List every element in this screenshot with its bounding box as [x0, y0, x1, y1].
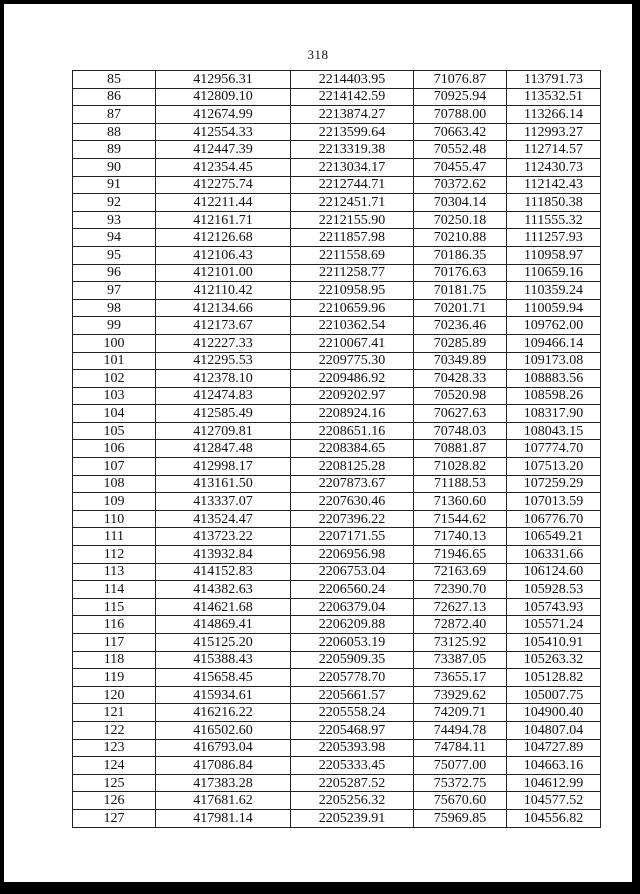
value-b-cell: 2208384.65 [291, 440, 414, 458]
value-c-cell: 73929.62 [414, 686, 507, 704]
point-number-cell: 119 [73, 669, 156, 687]
point-number-cell: 116 [73, 616, 156, 634]
value-c-cell: 70186.35 [414, 246, 507, 264]
value-b-cell: 2212744.71 [291, 176, 414, 194]
value-a-cell: 414382.63 [156, 581, 291, 599]
value-d-cell: 106331.66 [507, 546, 601, 564]
value-d-cell: 105928.53 [507, 581, 601, 599]
value-c-cell: 75077.00 [414, 757, 507, 775]
table-row [73, 792, 601, 810]
point-number-cell: 114 [73, 581, 156, 599]
value-b-cell: 2211857.98 [291, 229, 414, 247]
value-b-cell: 2208125.28 [291, 458, 414, 476]
value-a-cell: 412709.81 [156, 422, 291, 440]
table-row [73, 563, 601, 581]
table-row [73, 809, 601, 827]
table-row [73, 299, 601, 317]
value-a-cell: 416793.04 [156, 739, 291, 757]
value-d-cell: 105743.93 [507, 598, 601, 616]
value-c-cell: 72872.40 [414, 616, 507, 634]
value-c-cell: 70748.03 [414, 422, 507, 440]
value-b-cell: 2213874.27 [291, 106, 414, 124]
table-row [73, 194, 601, 212]
value-c-cell: 70428.33 [414, 370, 507, 388]
value-a-cell: 412354.45 [156, 158, 291, 176]
value-b-cell: 2210958.95 [291, 282, 414, 300]
table-row [73, 458, 601, 476]
value-b-cell: 2206209.88 [291, 616, 414, 634]
table-row [73, 229, 601, 247]
value-b-cell: 2214403.95 [291, 71, 414, 89]
point-number-cell: 109 [73, 493, 156, 511]
value-b-cell: 2208924.16 [291, 405, 414, 423]
value-a-cell: 414152.83 [156, 563, 291, 581]
value-c-cell: 71544.62 [414, 510, 507, 528]
value-c-cell: 73387.05 [414, 651, 507, 669]
value-b-cell: 2209775.30 [291, 352, 414, 370]
point-number-cell: 106 [73, 440, 156, 458]
value-d-cell: 108317.90 [507, 405, 601, 423]
value-b-cell: 2205393.98 [291, 739, 414, 757]
value-a-cell: 412110.42 [156, 282, 291, 300]
value-b-cell: 2213599.64 [291, 123, 414, 141]
value-a-cell: 412998.17 [156, 458, 291, 476]
value-a-cell: 412674.99 [156, 106, 291, 124]
table-row [73, 334, 601, 352]
table-row [73, 651, 601, 669]
table-row [73, 721, 601, 739]
point-number-cell: 102 [73, 370, 156, 388]
point-number-cell: 112 [73, 546, 156, 564]
value-d-cell: 106549.21 [507, 528, 601, 546]
point-number-cell: 122 [73, 721, 156, 739]
value-c-cell: 70236.46 [414, 317, 507, 335]
value-b-cell: 2212155.90 [291, 211, 414, 229]
value-b-cell: 2213319.38 [291, 141, 414, 159]
value-c-cell: 70788.00 [414, 106, 507, 124]
point-number-cell: 95 [73, 246, 156, 264]
value-b-cell: 2205256.32 [291, 792, 414, 810]
value-d-cell: 107259.29 [507, 475, 601, 493]
table-row [73, 581, 601, 599]
value-c-cell: 70552.48 [414, 141, 507, 159]
point-number-cell: 103 [73, 387, 156, 405]
value-b-cell: 2205468.97 [291, 721, 414, 739]
value-d-cell: 104807.04 [507, 721, 601, 739]
value-b-cell: 2206956.98 [291, 546, 414, 564]
value-b-cell: 2205909.35 [291, 651, 414, 669]
table-row [73, 546, 601, 564]
value-d-cell: 105128.82 [507, 669, 601, 687]
value-a-cell: 412809.10 [156, 88, 291, 106]
value-a-cell: 415934.61 [156, 686, 291, 704]
value-c-cell: 71740.13 [414, 528, 507, 546]
value-b-cell: 2211258.77 [291, 264, 414, 282]
value-a-cell: 412585.49 [156, 405, 291, 423]
table-row [73, 528, 601, 546]
point-number-cell: 85 [73, 71, 156, 89]
value-a-cell: 416216.22 [156, 704, 291, 722]
value-b-cell: 2209486.92 [291, 370, 414, 388]
value-b-cell: 2208651.16 [291, 422, 414, 440]
point-number-cell: 88 [73, 123, 156, 141]
point-number-cell: 115 [73, 598, 156, 616]
value-b-cell: 2205287.52 [291, 774, 414, 792]
table-row [73, 123, 601, 141]
value-b-cell: 2206560.24 [291, 581, 414, 599]
table-row [73, 475, 601, 493]
point-number-cell: 107 [73, 458, 156, 476]
value-a-cell: 412295.53 [156, 352, 291, 370]
value-d-cell: 110958.97 [507, 246, 601, 264]
point-number-cell: 125 [73, 774, 156, 792]
value-c-cell: 72390.70 [414, 581, 507, 599]
value-d-cell: 111555.32 [507, 211, 601, 229]
value-d-cell: 109762.00 [507, 317, 601, 335]
value-a-cell: 417383.28 [156, 774, 291, 792]
table-row [73, 493, 601, 511]
value-a-cell: 415388.43 [156, 651, 291, 669]
point-number-cell: 105 [73, 422, 156, 440]
value-d-cell: 108883.56 [507, 370, 601, 388]
value-c-cell: 70210.88 [414, 229, 507, 247]
value-a-cell: 415658.45 [156, 669, 291, 687]
value-b-cell: 2207873.67 [291, 475, 414, 493]
value-d-cell: 105571.24 [507, 616, 601, 634]
value-a-cell: 412161.71 [156, 211, 291, 229]
value-b-cell: 2205239.91 [291, 809, 414, 827]
value-a-cell: 412275.74 [156, 176, 291, 194]
value-c-cell: 71188.53 [414, 475, 507, 493]
value-b-cell: 2207396.22 [291, 510, 414, 528]
value-a-cell: 412847.48 [156, 440, 291, 458]
point-number-cell: 110 [73, 510, 156, 528]
value-a-cell: 416502.60 [156, 721, 291, 739]
value-d-cell: 111257.93 [507, 229, 601, 247]
value-c-cell: 74209.71 [414, 704, 507, 722]
value-c-cell: 71946.65 [414, 546, 507, 564]
value-a-cell: 413932.84 [156, 546, 291, 564]
table-row [73, 141, 601, 159]
value-a-cell: 412447.39 [156, 141, 291, 159]
value-c-cell: 71360.60 [414, 493, 507, 511]
value-b-cell: 2205778.70 [291, 669, 414, 687]
point-number-cell: 101 [73, 352, 156, 370]
value-b-cell: 2205333.45 [291, 757, 414, 775]
table-row [73, 211, 601, 229]
value-d-cell: 112714.57 [507, 141, 601, 159]
value-a-cell: 412378.10 [156, 370, 291, 388]
value-a-cell: 412134.66 [156, 299, 291, 317]
table-row [73, 282, 601, 300]
value-d-cell: 112142.43 [507, 176, 601, 194]
point-number-cell: 100 [73, 334, 156, 352]
value-b-cell: 2213034.17 [291, 158, 414, 176]
value-c-cell: 74784.11 [414, 739, 507, 757]
table-row [73, 352, 601, 370]
point-number-cell: 124 [73, 757, 156, 775]
value-c-cell: 70925.94 [414, 88, 507, 106]
value-a-cell: 412106.43 [156, 246, 291, 264]
value-a-cell: 417086.84 [156, 757, 291, 775]
value-a-cell: 412211.44 [156, 194, 291, 212]
value-c-cell: 70285.89 [414, 334, 507, 352]
value-a-cell: 417981.14 [156, 809, 291, 827]
point-number-cell: 94 [73, 229, 156, 247]
value-c-cell: 70627.63 [414, 405, 507, 423]
table-row [73, 704, 601, 722]
value-a-cell: 412126.68 [156, 229, 291, 247]
value-d-cell: 110659.16 [507, 264, 601, 282]
value-d-cell: 107513.20 [507, 458, 601, 476]
value-d-cell: 104612.99 [507, 774, 601, 792]
table-row [73, 686, 601, 704]
value-d-cell: 104900.40 [507, 704, 601, 722]
value-d-cell: 106776.70 [507, 510, 601, 528]
point-number-cell: 121 [73, 704, 156, 722]
table-row [73, 616, 601, 634]
value-d-cell: 113532.51 [507, 88, 601, 106]
point-number-cell: 97 [73, 282, 156, 300]
value-c-cell: 75969.85 [414, 809, 507, 827]
value-a-cell: 412227.33 [156, 334, 291, 352]
table-row [73, 370, 601, 388]
value-c-cell: 70181.75 [414, 282, 507, 300]
value-a-cell: 412173.67 [156, 317, 291, 335]
value-c-cell: 70520.98 [414, 387, 507, 405]
table-row [73, 757, 601, 775]
point-number-cell: 90 [73, 158, 156, 176]
table-row [73, 246, 601, 264]
value-b-cell: 2211558.69 [291, 246, 414, 264]
table-row [73, 440, 601, 458]
value-d-cell: 109173.08 [507, 352, 601, 370]
value-d-cell: 107013.59 [507, 493, 601, 511]
value-c-cell: 70455.47 [414, 158, 507, 176]
value-c-cell: 75670.60 [414, 792, 507, 810]
document-page [4, 4, 632, 882]
value-a-cell: 412474.83 [156, 387, 291, 405]
value-d-cell: 110059.94 [507, 299, 601, 317]
point-number-cell: 108 [73, 475, 156, 493]
point-number-cell: 111 [73, 528, 156, 546]
value-c-cell: 70176.63 [414, 264, 507, 282]
point-number-cell: 123 [73, 739, 156, 757]
value-a-cell: 415125.20 [156, 634, 291, 652]
point-number-cell: 104 [73, 405, 156, 423]
point-number-cell: 89 [73, 141, 156, 159]
value-c-cell: 71028.82 [414, 458, 507, 476]
value-b-cell: 2205558.24 [291, 704, 414, 722]
table-row [73, 510, 601, 528]
value-d-cell: 112430.73 [507, 158, 601, 176]
table-row [73, 739, 601, 757]
value-d-cell: 104556.82 [507, 809, 601, 827]
value-d-cell: 112993.27 [507, 123, 601, 141]
point-number-cell: 126 [73, 792, 156, 810]
value-b-cell: 2205661.57 [291, 686, 414, 704]
value-c-cell: 72163.69 [414, 563, 507, 581]
value-d-cell: 105263.32 [507, 651, 601, 669]
value-a-cell: 413524.47 [156, 510, 291, 528]
value-a-cell: 413337.07 [156, 493, 291, 511]
point-number-cell: 113 [73, 563, 156, 581]
value-b-cell: 2209202.97 [291, 387, 414, 405]
value-d-cell: 110359.24 [507, 282, 601, 300]
table-row [73, 405, 601, 423]
value-d-cell: 108598.26 [507, 387, 601, 405]
point-number-cell: 120 [73, 686, 156, 704]
value-b-cell: 2206753.04 [291, 563, 414, 581]
page-number: 318 [307, 47, 329, 62]
value-a-cell: 412554.33 [156, 123, 291, 141]
value-c-cell: 75372.75 [414, 774, 507, 792]
table-row [73, 422, 601, 440]
table-row [73, 387, 601, 405]
point-number-cell: 86 [73, 88, 156, 106]
value-b-cell: 2212451.71 [291, 194, 414, 212]
value-d-cell: 105007.75 [507, 686, 601, 704]
value-b-cell: 2206053.19 [291, 634, 414, 652]
value-d-cell: 104663.16 [507, 757, 601, 775]
value-d-cell: 106124.60 [507, 563, 601, 581]
value-a-cell: 412101.00 [156, 264, 291, 282]
point-number-cell: 117 [73, 634, 156, 652]
value-c-cell: 72627.13 [414, 598, 507, 616]
point-number-cell: 98 [73, 299, 156, 317]
value-d-cell: 105410.91 [507, 634, 601, 652]
value-a-cell: 413161.50 [156, 475, 291, 493]
table-row [73, 158, 601, 176]
value-b-cell: 2210067.41 [291, 334, 414, 352]
value-a-cell: 414869.41 [156, 616, 291, 634]
value-c-cell: 70304.14 [414, 194, 507, 212]
value-c-cell: 74494.78 [414, 721, 507, 739]
value-a-cell: 417681.62 [156, 792, 291, 810]
value-b-cell: 2210362.54 [291, 317, 414, 335]
value-d-cell: 107774.70 [507, 440, 601, 458]
value-b-cell: 2207630.46 [291, 493, 414, 511]
value-c-cell: 70250.18 [414, 211, 507, 229]
table-row [73, 317, 601, 335]
coordinates-table [72, 70, 601, 828]
value-a-cell: 412956.31 [156, 71, 291, 89]
point-number-cell: 99 [73, 317, 156, 335]
table-row [73, 88, 601, 106]
table-row [73, 176, 601, 194]
value-d-cell: 111850.38 [507, 194, 601, 212]
point-number-cell: 93 [73, 211, 156, 229]
value-c-cell: 73125.92 [414, 634, 507, 652]
value-d-cell: 113791.73 [507, 71, 601, 89]
point-number-cell: 118 [73, 651, 156, 669]
value-c-cell: 70201.71 [414, 299, 507, 317]
value-b-cell: 2210659.96 [291, 299, 414, 317]
table-body [73, 71, 601, 828]
value-b-cell: 2214142.59 [291, 88, 414, 106]
value-c-cell: 70372.62 [414, 176, 507, 194]
value-d-cell: 109466.14 [507, 334, 601, 352]
table-row [73, 598, 601, 616]
value-c-cell: 70881.87 [414, 440, 507, 458]
value-d-cell: 108043.15 [507, 422, 601, 440]
value-c-cell: 70663.42 [414, 123, 507, 141]
point-number-cell: 87 [73, 106, 156, 124]
table-row [73, 634, 601, 652]
table-row [73, 106, 601, 124]
value-b-cell: 2206379.04 [291, 598, 414, 616]
table-row [73, 71, 601, 89]
point-number-cell: 96 [73, 264, 156, 282]
value-c-cell: 73655.17 [414, 669, 507, 687]
point-number-cell: 92 [73, 194, 156, 212]
table-row [73, 774, 601, 792]
table-row [73, 264, 601, 282]
value-a-cell: 413723.22 [156, 528, 291, 546]
value-d-cell: 104727.89 [507, 739, 601, 757]
value-d-cell: 113266.14 [507, 106, 601, 124]
value-a-cell: 414621.68 [156, 598, 291, 616]
point-number-cell: 91 [73, 176, 156, 194]
value-c-cell: 71076.87 [414, 71, 507, 89]
value-b-cell: 2207171.55 [291, 528, 414, 546]
value-d-cell: 104577.52 [507, 792, 601, 810]
value-c-cell: 70349.89 [414, 352, 507, 370]
point-number-cell: 127 [73, 809, 156, 827]
table-row [73, 669, 601, 687]
